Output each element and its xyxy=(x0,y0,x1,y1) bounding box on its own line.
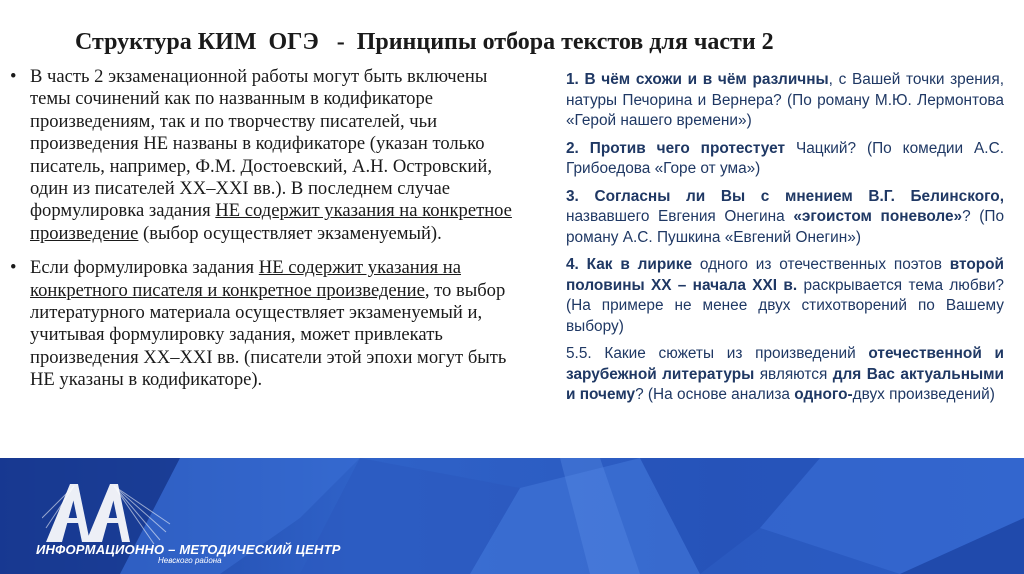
question-3: 3. Согласны ли Вы с мнением В.Г. Белинского, назвавшего Евгения Онегина «эгоистом поневоле»? (По роману А.С. Пушкина «Евгений Онегин») xyxy=(566,187,1005,246)
logo-title: ИНФОРМАЦИОННО – МЕТОДИЧЕСКИЙ ЦЕНТР xyxy=(36,542,341,557)
question-4: 4. Как в лирике одного из отечественных поэтов второй половины ХХ – начала ХХI в. раскрывается тема любви? (На примере не менее двух стихотворений по Вашему выбору) xyxy=(566,256,1005,335)
logo-subtitle: Невского района xyxy=(158,556,222,565)
question-1: 1. В чём схожи и в чём различны, с Вашей точки зрения, натуры Печорина и Вернера? (По роману М.Ю. Лермонтова «Герой нашего времени») xyxy=(566,71,1004,129)
left-column xyxy=(10,66,530,404)
bullet-dot-icon: • xyxy=(10,66,17,87)
bullet-1: • В часть 2 экзаменационной работы могут быть включены темы сочинений как по названным в кодификаторе произведениям, так и по творчеству писателей, чьи произведения НЕ названы в кодификаторе (указан только писатель, например, Ф.М. Достоевский, А.Н. Островский, один из писателей ХХ–ХХI вв.). В последнем случае формулировка задания НЕ содержит указания на конкретное произведение (выбор осуществляет экзаменуемый). xyxy=(10,66,512,244)
logo-letters-icon xyxy=(42,478,172,550)
org-logo xyxy=(22,478,341,568)
bullet-2: • Если формулировка задания НЕ содержит указания на конкретного писателя и конкретное произведение, то выбор литературного материала осуществляет экзаменуемый и, учитывая формулировку задания, может привлекать произведения ХХ–ХХI вв. (писатели этой эпохи могут быть НЕ указаны в кодификаторе). xyxy=(10,257,507,391)
slide-title: Структура КИМ ОГЭ - Принципы отбора текстов для части 2 xyxy=(75,29,774,55)
question-5: 5.5. Какие сюжеты из произведений отечественной и зарубежной литературы являются для Вас актуальными и почему? (На основе анализа одного-двух произведений) xyxy=(566,345,1005,403)
question-2: 2. Против чего протестует Чацкий? (По комедии А.С. Грибоедова «Горе от ума») xyxy=(566,139,1004,177)
bullet-dot-icon: • xyxy=(10,257,17,279)
right-column-questions xyxy=(566,70,1004,413)
